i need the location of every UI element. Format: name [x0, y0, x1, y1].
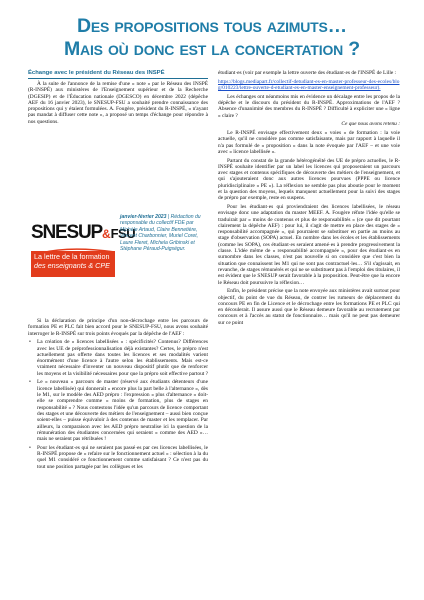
article-kicker: Échange avec le président du Réseau des INSPÉ [28, 70, 208, 79]
logo-box [28, 211, 208, 311]
logo-bar [31, 251, 115, 277]
page-title-line-2: Mais où donc est la concertation ? [63, 38, 360, 60]
echanges-paragraph: Les échanges ont néanmoins mis en évidence un décalage entre les propos de la dépêche et le discours du président du R-INSPÉ. Approximations de l'AEF ? Absence d'unanimité des membres du R-INSPÉ ? Difficulté à expliciter une « ligne » claire ? [218, 93, 400, 119]
bullet-nouveau-parcours: • Le « nouveau » parcours de master (réservé aux étudiants détenteurs d'une licence labellisée) qui donnerait « encore plus la part belle à l'alternance », dès le M1, sur le modèle des AED prépro : l'expression « plus d'alternance » doit-elle se comprendre comme « moins de formation, plus de stages en responsabilité » ? Nous contestons l'idée qu'un parcours de licence comportant des stages et une découverte des métiers de l'enseignement – aussi bien conçue soient-elles – puisse équivaloir à des contenus de master et les remplacer. Par ailleurs, la comparaison avec les AED prépro neutralise ici la question de la rémunération des étudiantes concernées qui seraient « comme des AED »… mais ne seraient pas rétribuées ! [28, 379, 208, 442]
snesup-logo [31, 214, 136, 277]
editorial-caption [120, 214, 206, 252]
logo-bar-line-1: La lettre de la formation [34, 252, 110, 261]
caption-text: | Rédaction du responsable du collectif FDE par Michèle Artaud, Claire Bennetière, Vincent Charbonnier, Muriel Coret, Laure Fleret, Michela Gribinski et Stéphane Péraud-Puigségur. [120, 214, 201, 253]
bullet-licences-labellisees: • La création de « licences labellisées » : spécificités? Contenus? Différences avec les UE de préprofessionnalisation déjà existantes? Certes, le prépro n'est actuellement pas offerte dans toutes les licences et ses modalités varient énormément d'une licence à l'autre selon les établissements. Mais est-ce vraiment nécessaire d'inventer un nouveau dispositif plutôt que de renforcer les moyens et la visibilité nécessaires pour que la prépro soit effective partout ? [28, 339, 208, 377]
conclusion-paragraph: Enfin, le président précise que la note envoyée aux ministères avait surtout pour objectif, du point de vue du Réseau, de contrer les rumeurs de déplacement du concours PE en fin de Licence et le décrochage entre les formations PE et PLC qui en découlerait. Il assure aussi que le Réseau demeure favorable au recrutement par concours et à l'accès au statut de fonctionnaire… mais qu'il ne peut pas demeurer sur ce point [218, 288, 400, 326]
page-title-line-1: Des propositions tous azimuts… [77, 15, 347, 37]
bullet-voie-actuelle: • Pour les étudiant·es qui ne seraient pas passé·es par ces licences labellisées, le R-INSPÉ propose de « refaire sur le fonctionnement actuel » : sélection à la du quel M1 considéré ce fonctionnement comme satisfaisant ? Ce n'est pas du tout une position partagée par les collègues et les [28, 445, 208, 470]
deux-voies-paragraph: Le R-INSPÉ envisage effectivement deux « voies » de formation : la voie actuelle, qu'il ne considère pas comme satisfaisante, mais par rapport à laquelle il n'a pas formulé de « proposition » dans la note évoquée par l'AEF – et une voie avec « licence labellisée ». [218, 129, 400, 155]
logo-bar-line-2: des enseignants & CPE [34, 260, 110, 270]
logo-wordmark: SNESUP&FSU [31, 222, 136, 243]
adaptation-master-paragraph: Pour les étudiant·es qui proviendraient des licences labellisées, le réseau envisage donc une adaptation du master MEEF. A. Fougère réfute l'idée qu'elle se traduirait par « moins de contenus et plus de responsabilités » (ce que dit pourtant clairement la dépêche AEF) : pour lui, il s'agit de mettre en place des stages de « responsabilité accompagnée », qui pourraient se substituer en partie au moins au stage d'observation (SOPA) actuel. En nombre dans les écoles et les établissements (comme les SOPA), ces étudiant·es seraient amené·es à prendre progressivement la classe. L'idée même de « responsabilité accompagnée », pour des étudiant·es en surnombre dans les classes, n'est pas nouvelle si on considère que c'est bien la situation que connaissent les M1 qui ne sont pas contractuel·les… S'il s'agissait, en revanche, de stages rémunérés et qui ne se substituent pas à l'emploi des titulaires, il est évident que le SNESUP serait favorable à la proposition. Peut-être que la encore le Réseau doit poursuivre la réflexion… [218, 203, 400, 286]
intro-paragraph: À la suite de l'annonce de la remise d'une « note » par le Réseau des INSPÉ (R-INSPÉ) aux ministères de l'Enseignement supérieur et de la Recherche (DGESIP) et de l'Éducation nationale (DGESCO) en décembre 2022 (dépêche AEF du 16 janvier 2023), le SNESUP-FSU a souhaité prendre connaissance des propositions qui y étaient formulées. A. Fougère, président du R-INSPÉ, « n'ayant pas mandat à diffuser cette note », a proposé un temps d'échange pour répondre à nos questions. [28, 81, 208, 125]
left-column-top [28, 81, 208, 127]
right-intro: étudiant·es (voir par exemple la lettre ouverte des étudiant·es de l'INSPÉ de Lille : [218, 70, 397, 76]
right-column [218, 70, 400, 328]
left-column-bottom [28, 318, 208, 472]
heterogeneite-paragraph: Partant du constat de la grande hétérogénéité des UE de prépro actuelles, le R-INSPÉ souhaite identifier par un label les licences qui proposeraient un parcours avec stages et contenus spécifiques de découverte des métiers de l'enseignement, et qui s'ajouteraient donc aux autres licences pourvues (PPPE ou licence pluridisciplinaire « PE »). La réflexion ne semble pas plus aboutie pour le moment et la question des moyens, lequels manquent actuellement pour la suivi des stages de prépro par exemple, reste en suspens. [218, 157, 400, 202]
lettre-ouverte-link[interactable]: https://blogs.mediapart.fr/collectif-detudiant-es-en-master-professeur-des-ecoles/blog/010223/lettre-ouverte-d-etudiant-es-en-master-enseignement-professeur). [218, 78, 400, 91]
questions-intro: Si la déclaration de principe d'un non-décrochage entre les parcours de formation PE et PLC fait bien accord pour le SNESUP-FSU, nous avons souhaité interroger le R-INSPÉ sur trois points évoqués par la dépêche de l'AEF : [28, 318, 208, 337]
retenu-heading: Ce que nous avons retenu : [341, 121, 400, 128]
caption-date: janvier-février 2023 [120, 214, 167, 220]
